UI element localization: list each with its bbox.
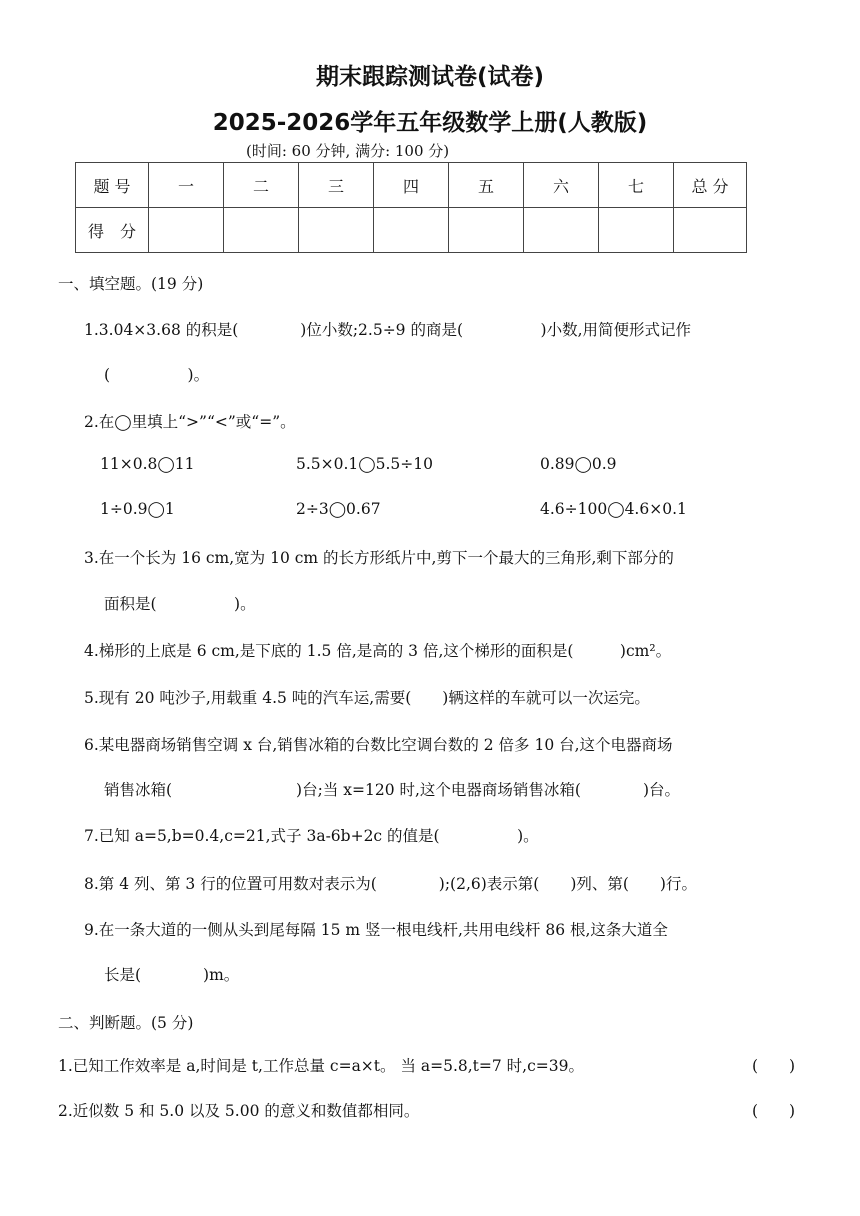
question-3-line2: 面积是( )。 (104, 595, 256, 613)
compare-item-1: 11×0.8◯11 (100, 455, 195, 473)
question-2-line1: 2.在◯里填上“>”“<”或“=”。 (84, 413, 296, 431)
score-input-2[interactable] (224, 208, 299, 253)
exam-subtitle: 2025-2026学年五年级数学上册(人教版) (212, 110, 648, 136)
question-7: 7.已知 a=5,b=0.4,c=21,式子 3a-6b+2c 的值是( )。 (84, 827, 539, 845)
score-cell-6: 六 (524, 163, 599, 208)
question-6-line1: 6.某电器商场销售空调 x 台,销售冰箱的台数比空调台数的 2 倍多 10 台,这个电器商场 (84, 736, 673, 754)
compare-item-3: 0.89◯0.9 (540, 455, 617, 473)
score-cell-5: 五 (449, 163, 524, 208)
score-input-total[interactable] (674, 208, 747, 253)
judge-answer-2[interactable]: ( ) (752, 1102, 796, 1120)
score-row-label: 得 分 (76, 208, 149, 253)
section2-heading: 二、判断题。(5 分) (58, 1014, 194, 1032)
score-input-1[interactable] (149, 208, 224, 253)
question-1-line2: ( )。 (104, 366, 210, 384)
score-table-score-row (76, 208, 747, 253)
question-9-line1: 9.在一条大道的一侧从头到尾每隔 15 m 竖一根电线杆,共用电线杆 86 根,这条大道全 (84, 921, 668, 939)
question-3-line1: 3.在一个长为 16 cm,宽为 10 cm 的长方形纸片中,剪下一个最大的三角形,剩下部分的 (84, 549, 674, 567)
score-cell-1: 一 (149, 163, 224, 208)
score-table (75, 162, 747, 253)
score-input-6[interactable] (524, 208, 599, 253)
score-input-3[interactable] (299, 208, 374, 253)
score-input-4[interactable] (374, 208, 449, 253)
score-cell-label: 题 号 (76, 163, 149, 208)
question-1-line1: 1.3.04×3.68 的积是( )位小数;2.5÷9 的商是( )小数,用简便形式记作 (84, 321, 691, 339)
compare-item-2: 5.5×0.1◯5.5÷10 (296, 455, 433, 473)
judge-question-2: 2.近似数 5 和 5.0 以及 5.00 的意义和数值都相同。 (58, 1102, 420, 1120)
score-cell-7: 七 (599, 163, 674, 208)
exam-title: 期末跟踪测试卷(试卷) (315, 64, 545, 90)
score-cell-2: 二 (224, 163, 299, 208)
time-info: (时间: 60 分钟, 满分: 100 分) (246, 142, 450, 160)
compare-item-6: 4.6÷100◯4.6×0.1 (540, 500, 687, 518)
question-5: 5.现有 20 吨沙子,用载重 4.5 吨的汽车运,需要( )辆这样的车就可以一次运完。 (84, 689, 650, 707)
question-6-line2: 销售冰箱( )台;当 x=120 时,这个电器商场销售冰箱( )台。 (104, 781, 681, 799)
compare-item-4: 1÷0.9◯1 (100, 500, 175, 518)
score-input-7[interactable] (599, 208, 674, 253)
score-cell-4: 四 (374, 163, 449, 208)
judge-question-1: 1.已知工作效率是 a,时间是 t,工作总量 c=a×t。 当 a=5.8,t=7 时,c=39。 (58, 1057, 585, 1075)
judge-answer-1[interactable]: ( ) (752, 1057, 796, 1075)
score-cell-3: 三 (299, 163, 374, 208)
question-4: 4.梯形的上底是 6 cm,是下底的 1.5 倍,是高的 3 倍,这个梯形的面积是( )cm²。 (84, 642, 672, 660)
score-input-5[interactable] (449, 208, 524, 253)
score-cell-total: 总 分 (674, 163, 747, 208)
score-table-header-row (76, 163, 747, 208)
question-9-line2: 长是( )m。 (104, 966, 240, 984)
compare-item-5: 2÷3◯0.67 (296, 500, 381, 518)
question-8: 8.第 4 列、第 3 行的位置可用数对表示为( );(2,6)表示第( )列、第( )行。 (84, 875, 697, 893)
section1-heading: 一、填空题。(19 分) (58, 275, 204, 293)
